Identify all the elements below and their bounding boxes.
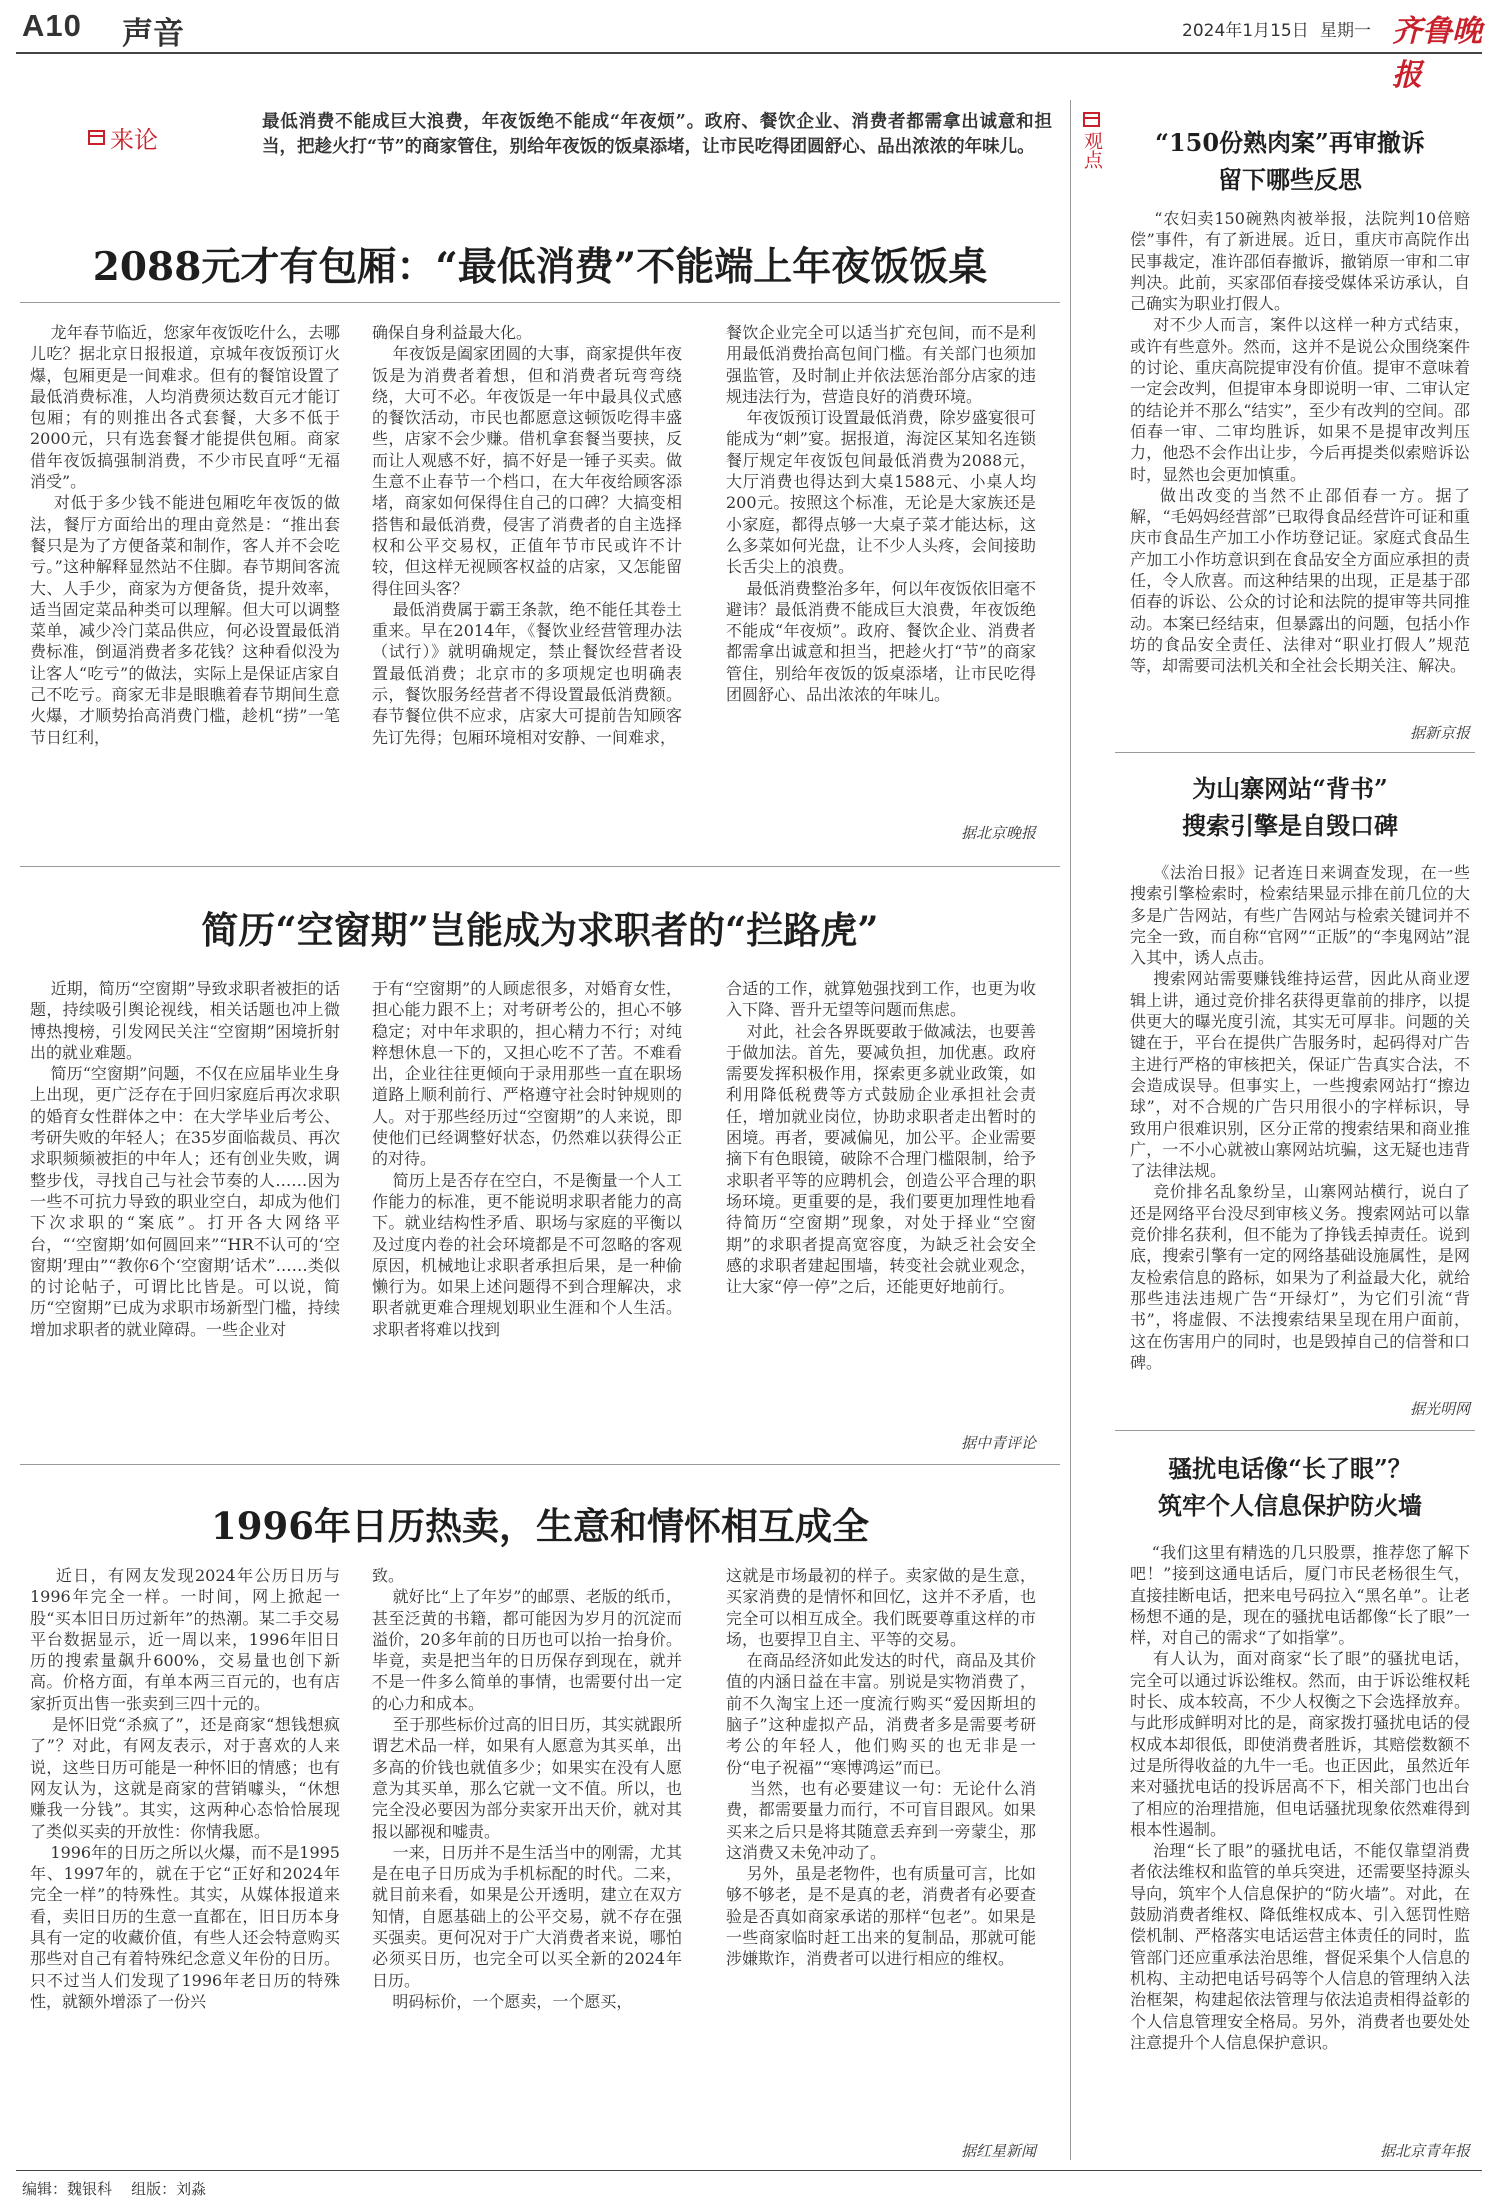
right1-source: 据新京报 — [1409, 724, 1470, 742]
article3-source: 据红星新闻 — [960, 2142, 1036, 2160]
article1-column-3: 餐饮企业完全可以适当扩充包间，而不是利用最低消费抬高包间门槛。有关部门也须加强监管，及时制止并依法惩治部分店家的违规违法行为，营造良好的消费环境。 年夜饭预订设置最低消费，除岁盛宴很可能成为“刺”宴。据报道，海淀区某知名连锁餐厅规定年夜饭包间最低消费为2088元，大厅消费也得达到大桌1588元、小桌人均200元。按照这个标准，无论是大家族还是小家庭，都得点够一大桌子菜才能达标，这么多菜如何光盘，让不少人头疼，会间接助长舌尖上的浪费。 最低消费整治多年，何以年夜饭依旧毫不避讳？最低消费不能成巨大浪费，年夜饭绝不能成“年夜烦”。政府、餐饮企业、消费者都需拿出诚意和担当，把趁火打“节”的商家管住，别给年夜饭的饭桌添堵，让市民吃得团圆舒心、品出浓浓的年味儿。 — [726, 323, 1036, 705]
right1-headline-line1: “150份熟肉案”再审撤诉 — [1155, 128, 1425, 157]
right2-headline — [1115, 770, 1465, 844]
column-tag-icon — [1083, 112, 1100, 127]
article-divider-1 — [20, 866, 1060, 867]
issue-weekday: 星期一 — [1320, 21, 1371, 41]
article3-headline: 1996年日历热卖，生意和情怀相互成全 — [211, 1504, 869, 1548]
article1-source: 据北京晚报 — [960, 824, 1036, 842]
right3-headline-line1: 骚扰电话像“长了眼”？ — [1168, 1454, 1412, 1483]
article1-column-1: 龙年春节临近，您家年夜饭吃什么，去哪儿吃？据北京日报报道，京城年夜饭预订火爆，包厢更是一间难求。但有的餐馆设置了最低消费标准，人均消费须达数百元才能订包厢；有的则推出各式套餐，大多不低于2000元，只有选套餐才能提供包厢。商家借年夜饭搞强制消费，不少市民直呼“无福消受”。 对低于多少钱不能进包厢吃年夜饭的做法，餐厅方面给出的理由竟然是：“推出套餐只是为了方便备菜和制作，客人并不会吃亏。”这种解释显然站不住脚。春节期间客流大、人手少，商家为方便备货，提升效率，适当固定菜品种类可以理解。但大可以调整菜单，减少冷门菜品供应，何必设置最低消费标准，倒逼消费者多花钱？这种看似没为让客人“吃亏”的做法，实际上是保证店家自己不吃亏。商家无非是眼瞧着春节期间生意火爆，才顺势抬高消费门槛，趁机“捞”一笔节日红利， — [30, 323, 340, 747]
article2-column-3: 合适的工作，就算勉强找到工作，也更为收入下降、晋升无望等问题而焦虑。 对此，社会各界既要敢于做减法，也要善于做加法。首先，要减负担，加优惠。政府需要发挥积极作用，探索更多就业政策，如利用降低税费等方式鼓励企业承担社会责任，增加就业岗位，协助求职者走出暂时的困境。再者，要减偏见，加公平。企业需要摘下有色眼镜，破除不合理门槛限制，给予求职者平等的应聘机会，创造公平合理的职场环境。更重要的是，我们要更加理性地看待简历“空窗期”现象，对处于择业“空窗期”的求职者提高宽容度，为缺乏社会安全感的求职者建起围墙，转变社会就业观念，让大家“停一停”之后，还能更好地前行。 — [726, 979, 1036, 1297]
right1-body: “农妇卖150碗熟肉被举报，法院判10倍赔偿”事件，有了新进展。近日，重庆市高院作出民事裁定，准许邵佰春撤诉，撤销原一审和二审判决。此前，买家邵佰春接受媒体采访承认，自己确实为职业打假人。 对不少人而言，案件以这样一种方式结束，或许有些意外。然而，这并不是说公众围绕案件的讨论、重庆高院提审没有价值。提审不意味着一定会改判，但提审本身即说明一审、二审认定的结论并不那么“结实”，至少有改判的空间。邵佰春一审、二审均胜诉，如果不是提审改判压力，他恐不会作出让步，今后再提类似索赔诉讼时，显然也会更加慎重。 做出改变的当然不止邵佰春一方。据了解，“毛妈妈经营部”已取得食品经营许可证和重庆市食品生产加工小作坊登记证。家庭式食品生产加工小作坊意识到在食品安全方面应承担的责任，令人欣喜。而这种结果的出现，正是基于邵佰春的诉讼、公众的讨论和法院的提审等共同推动。本案已经结束，但暴露出的问题，包括小作坊的食品安全责任、法律对“职业打假人”规范等，却需要司法机关和全社会长期关注、解决。 — [1130, 209, 1470, 676]
right-divider-1 — [1115, 752, 1475, 753]
article1-rule — [20, 302, 1060, 303]
article-divider-2 — [20, 1464, 1060, 1465]
article1-column-2: 确保自身利益最大化。 年夜饭是阖家团圆的大事，商家提供年夜饭是为消费者着想，但和消费者玩弯弯绕绕，大可不必。年夜饭是一年中最具仪式感的餐饮活动，市民也都愿意这顿饭吃得丰盛些，店家不会少赚。借机拿套餐当要挟，反而让人观感不好，搞不好是一锤子买卖。做生意不止春节一个档口，在大年夜给顾客添堵，商家如何保得住自己的口碑？大搞变相搭售和最低消费，侵害了消费者的自主选择权和公平交易权，正值年节市民或许不计较，但这样无视顾客权益的店家，又怎能留得住回头客？ 最低消费属于霸王条款，绝不能任其卷土重来。早在2014年，《餐饮业经营管理办法（试行）》就明确规定，禁止餐饮经营者设置最低消费；北京市的多项规定也明确表示，餐饮服务经营者不得设置最低消费额。春节餐位供不应求，店家大可提前告知顾客先订先得；包厢环境相对安静、一间难求， — [372, 323, 682, 747]
article3-column-1: 近日，有网友发现2024年公历日历与1996年完全一样。一时间，网上掀起一股“买本旧日历过新年”的热潮。某二手交易平台数据显示，近一周以来，1996年旧日历的搜索量飙升600%，交易量也创下新高。价格方面，有单本两三百元的，也有店家折页出售一张卖到三四十元的。 是怀旧党“杀疯了”，还是商家“想钱想疯了”？对此，有网友表示，对于喜欢的人来说，这些日历可能是一种怀旧的情感；也有网友认为，这就是商家的营销噱头，“休想赚我一分钱”。其实，这两种心态恰恰展现了类似买卖的开放性：你情我愿。 1996年的日历之所以火爆，而不是1995年、1997年的，就在于它“正好和2024年完全一样”的特殊性。其实，从媒体报道来看，卖旧日历的生意一直都在，旧日历本身具有一定的收藏价值，有些人还会特意购买那些对自己有着特殊纪念意义年份的日历。只不过当人们发现了1996年老日历的特殊性，就额外增添了一份兴 — [30, 1566, 340, 2011]
right3-source: 据北京青年报 — [1379, 2142, 1470, 2160]
column-tag-icon — [88, 130, 105, 145]
right3-body: “我们这里有精选的几只股票，推荐您了解下吧！”接到这通电话后，厦门市民老杨很生气，直接挂断电话，把来电号码拉入“黑名单”。让老杨想不通的是，现在的骚扰电话都像“长了眼”一样，对自己的需求“了如指掌”。 有人认为，面对商家“长了眼”的骚扰电话，完全可以通过诉讼维权。然而，由于诉讼维权耗时长、成本较高，不少人权衡之下会选择放弃。与此形成鲜明对比的是，商家拨打骚扰电话的侵权成本却很低，即使消费者胜诉，其赔偿数额不过是所得收益的九牛一毛。也正因此，虽然近年来对骚扰电话的投诉居高不下，相关部门也出台了相应的治理措施，但电话骚扰现象依然难得到根本性遏制。 治理“长了眼”的骚扰电话，不能仅靠望消费者依法维权和监管的单兵突进，还需要坚持源头导向，筑牢个人信息保护的“防火墙”。对此，在鼓励消费者维权、降低维权成本、引入惩罚性赔偿机制、严格落实电话运营主体责任的同时，监管部门还应重承法治思维，督促采集个人信息的机构、主动把电话号码等个人信息的管理纳入法治框架，构建起依法管理与依法追责相得益彰的个人信息管理安全格局。另外，消费者也要处处注意提升个人信息保护意识。 — [1130, 1543, 1470, 2052]
column-tag-lailun — [88, 120, 158, 155]
column-tag-lailun-label: 来论 — [110, 126, 158, 154]
footer-layout: 组版：刘淼 — [131, 2180, 207, 2198]
footer-credits — [22, 2178, 206, 2199]
newspaper-logo: 齐鲁晚报 — [1392, 14, 1482, 93]
issue-date: 2024年1月15日 — [1182, 21, 1309, 41]
article3-column-2: 致。 就好比“上了年岁”的邮票、老版的纸币，甚至泛黄的书籍，都可能因为岁月的沉淀而溢价，20多年前的日历也可以抬一抬身价。毕竟，卖是把当年的日历保存到现在，就并不是一件多么简单的事情，也需要付出一定的心力和成本。 至于那些标价过高的旧日历，其实就跟所谓艺术品一样，如果有人愿意为其买单，出多高的价钱也就值多少；如果实在没有人愿意为其买单，那么它就一文不值。所以，也完全没必要因为部分卖家开出天价，就对其报以鄙视和嘘责。 一来，日历并不是生活当中的刚需，尤其是在电子日历成为手机标配的时代。二来，就目前来看，如果是公开透明，建立在双方知情，自愿基础上的公平交易，就不存在强买强卖。更何况对于广大消费者来说，哪怕必须买日历，也完全可以买全新的2024年日历。 明码标价，一个愿卖，一个愿买， — [372, 1566, 682, 2011]
right2-source: 据光明网 — [1409, 1400, 1470, 1418]
section-name: 声音 — [122, 16, 184, 52]
sidebar-divider — [1070, 100, 1071, 2160]
right3-headline — [1115, 1450, 1465, 1524]
right3-headline-line2: 筑牢个人信息保护防火墙 — [1158, 1491, 1422, 1520]
right2-body: 《法治日报》记者连日来调查发现，在一些搜索引擎检索时，检索结果显示排在前几位的大多是广告网站，有些广告网站与检索关键词并不完全一致，而自称“官网”“正版”的“李鬼网站”混入其中，诱人点击。 搜索网站需要赚钱维持运营，因此从商业逻辑上讲，通过竞价排名获得更靠前的排序，以提供更大的曝光度引流，其实无可厚非。问题的关键在于，平台在提供广告服务时，起码得对广告主进行严格的审核把关，保证广告真实合法，不会造成误导。但事实上，一些搜索网站打“擦边球”，对不合规的广告只用很小的字样标识，导致用户很难识别，区分正常的搜索结果和商业推广，一不小心就被山寨网站坑骗，这无疑也违背了法律法规。 竞价排名乱象纷呈，山寨网站横行，说白了还是网络平台没尽到审核义务。搜索网站可以靠竞价排名获利，但不能为了挣钱丢掉责任。说到底，搜索引擎有一定的网络基础设施属性，是网友检索信息的路标，如果为了利益最大化，就给那些违法违规广告“开绿灯”，为它们引流“背书”，将虚假、不法搜索结果呈现在用户面前，这在伤害用户的同时，也是毁掉自己的信誉和口碑。 — [1130, 863, 1470, 1372]
article3-column-3: 这就是市场最初的样子。卖家做的是生意，买家消费的是情怀和回忆，这并不矛盾，也完全可以相互成全。我们既要尊重这样的市场，也要捍卫自主、平等的交易。 在商品经济如此发达的时代，商品及其价值的内涵日益在丰富。别说是实物消费了，前不久淘宝上还一度流行购买“爱因斯坦的脑子”这种虚拟产品，消费者多是需要考研考公的年轻人，他们购买的也无非是一份“电子祝福”“寒博鸿运”而已。 当然，也有必要建议一句：无论什么消费，都需要量力而行，不可盲目跟风。如果买来之后只是将其随意丢弃到一旁蒙尘，那这消费又未免冲动了。 另外，虽是老物件，也有质量可言，比如够不够老，是不是真的老，消费者有必要查验是否真如商家承诺的那样“包老”。如果是一些商家临时赶工出来的复制品，那就可能涉嫌欺诈，消费者可以进行相应的维权。 — [726, 1566, 1036, 1969]
article2-headline: 简历“空窗期”岂能成为求职者的“拦路虎” — [201, 908, 879, 952]
article2-source: 据中青评论 — [960, 1434, 1036, 1452]
right-divider-2 — [1115, 1430, 1475, 1431]
article2-column-2: 于有“空窗期”的人顾虑很多，对婚育女性，担心能力跟不上；对考研考公的，担心不够稳定；对中年求职的，担心精力不行；对纯粹想休息一下的，又担心吃不了苦。不难看出，企业往往更倾向于录用那些一直在职场道路上顺利前行、严格遵守社会时钟规则的人。对于那些经历过“空窗期”的人来说，即使他们已经调整好状态，仍然难以获得公正的对待。 简历上是否存在空白，不是衡量一个人工作能力的标准，更不能说明求职者能力的高下。就业结构性矛盾、职场与家庭的平衡以及过度内卷的社会环境都是不可忽略的客观原因，机械地让求职者承担后果，是一种偷懒行为。如果上述问题得不到合理解决，求职者就更难合理规划职业生涯和个人生活。求职者将难以找到 — [372, 979, 682, 1339]
right1-headline-line2: 留下哪些反思 — [1218, 165, 1362, 194]
article1-headline: 2088元才有包厢：“最低消费”不能端上年夜饭饭桌 — [92, 244, 988, 290]
column-tag-guandian-label: 观点 — [1081, 131, 1103, 169]
footer-rule — [16, 2170, 1482, 2171]
article1-intro: 最低消费不能成巨大浪费，年夜饭绝不能成“年夜烦”。政府、餐饮企业、消费者都需拿出诚意和担当，把趁火打“节”的商家管住，别给年夜饭的饭桌添堵，让市民吃得团圆舒心、品出浓浓的年味儿。 — [262, 112, 1052, 157]
article2-column-1: 近期，简历“空窗期”导致求职者被拒的话题，持续吸引舆论视线，相关话题也冲上微博热搜榜，引发网民关注“空窗期”困境折射出的就业难题。 简历“空窗期”问题，不仅在应届毕业生身上出现，更广泛存在于回归家庭后再次求职的婚育女性群体之中：在大学毕业后考公、考研失败的年轻人；在35岁面临裁员、再次求职频频被拒的中年人；还有创业失败，调整步伐，寻找自己与社会节奏的人……因为一些不可抗力导致的职业空白，却成为他们下次求职的“案底”。打开各大网络平台，“‘空窗期’如何圆回来”“HR不认可的‘空窗期’理由”“教你6个‘空窗期’话术”……类似的讨论帖子，可谓比比皆是。可以说，简历“空窗期”已成为求职市场新型门槛，持续增加求职者的就业障碍。一些企业对 — [30, 979, 340, 1339]
right2-headline-line2: 搜索引擎是自毁口碑 — [1182, 811, 1398, 840]
footer-editor: 编辑：魏银科 — [22, 2180, 113, 2198]
right2-headline-line1: 为山寨网站“背书” — [1192, 774, 1388, 803]
page-number: A10 — [22, 8, 82, 43]
header-rule — [16, 52, 1482, 54]
right1-headline — [1115, 124, 1465, 198]
column-tag-guandian — [1080, 112, 1102, 175]
